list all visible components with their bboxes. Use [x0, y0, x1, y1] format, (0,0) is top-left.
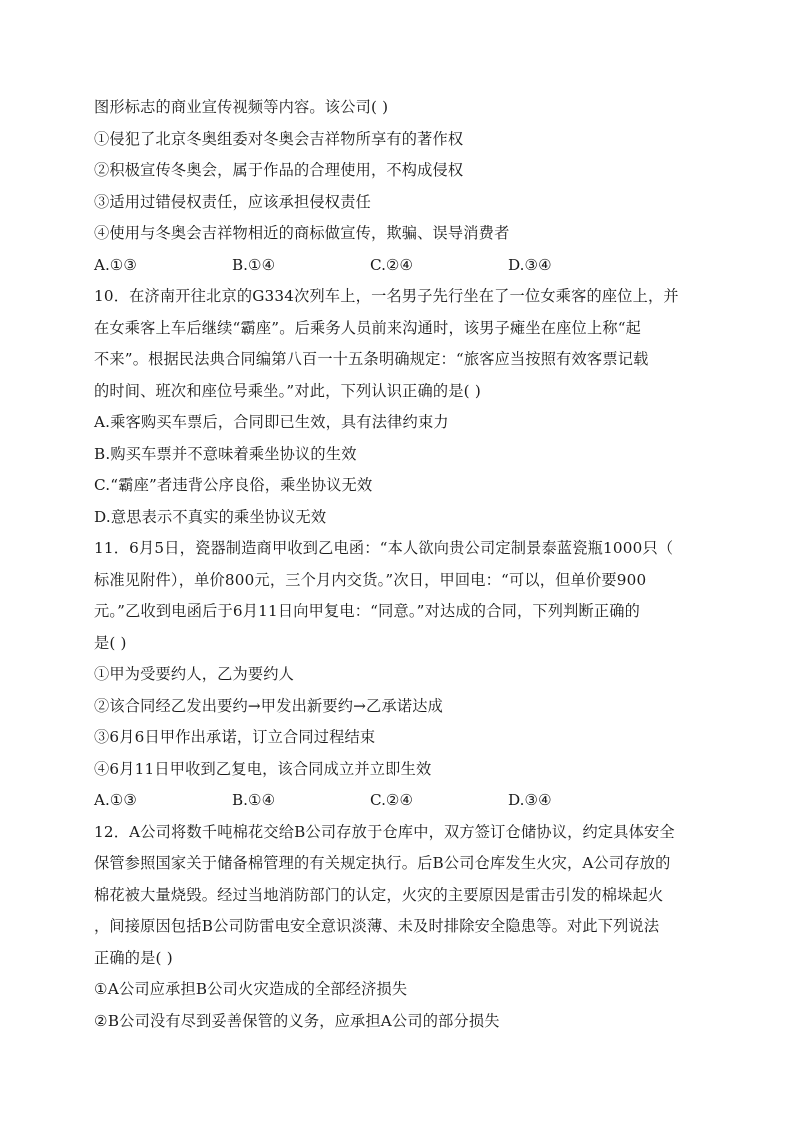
- q9-options: [94, 250, 706, 282]
- q11-stem-line-2: 标准见附件），单价800元，三个月内交货。”次日，甲回电：“可以，但单价要900: [94, 570, 647, 589]
- q12-stem-line-1: 12．A公司将数千吨棉花交给B公司存放于仓库中，双方签订仓储协议，约定具体安全: [94, 822, 675, 841]
- q9-item-2: ②积极宣传冬奥会，属于作品的合理使用，不构成侵权: [94, 161, 464, 179]
- q9-option-a: A.①③: [94, 255, 138, 274]
- q10-option-d: D.意思表示不真实的乘坐协议无效: [94, 507, 327, 526]
- q11-option-d: D.③④: [508, 791, 552, 809]
- q10-option-b: B.购买车票并不意味着乘坐协议的生效: [94, 444, 357, 463]
- q12-stem-line-2: 保管参照国家关于储备棉管理的有关规定执行。后B公司仓库发生火灾，A公司存放的: [94, 854, 671, 872]
- q11-item-3: ③6月6日甲作出承诺，订立合同过程结束: [94, 728, 376, 746]
- q11-item-2: ②该合同经乙发出要约→甲发出新要约→乙承诺达成: [94, 696, 443, 715]
- q12-item-2: ②B公司没有尽到妥善保管的义务，应承担A公司的部分损失: [94, 1011, 500, 1030]
- q9-option-c: C.②④: [370, 255, 414, 274]
- q9-option-b: B.①④: [232, 255, 276, 274]
- q10-stem-line-2: 在女乘客上车后继续“霸座”。后乘务人员前来沟通时，该男子瘫坐在座位上称“起: [94, 318, 642, 337]
- q11-option-c: C.②④: [370, 791, 414, 809]
- q12-stem-line-4: ，间接原因包括B公司防雷电安全意识淡薄、未及时排除安全隐患等。对此下列说法: [94, 917, 660, 935]
- q11-stem-line-1: 11．6月5日，瓷器制造商甲收到乙电函：“本人欲向贵公司定制景泰蓝瓷瓶1000只（: [94, 539, 674, 557]
- q10-stem-line-3: 不来”。根据民法典合同编第八百一十五条明确规定：“旅客应当按照有效客票记载: [94, 350, 649, 368]
- q11-option-b: B.①④: [232, 791, 276, 809]
- q11-stem-line-4: 是( ): [94, 633, 127, 652]
- q11-item-4: ④6月11日甲收到乙复电，该合同成立并立即生效: [94, 759, 432, 778]
- q10-stem-line-4: 的时间、班次和座位号乘坐。”对此，下列认识正确的是( ): [94, 381, 481, 400]
- q12-stem-line-5: 正确的是( ): [94, 948, 173, 967]
- q9-item-3: ③适用过错侵权责任，应该承担侵权责任: [94, 192, 371, 211]
- q9-option-d: D.③④: [508, 255, 552, 274]
- q10-option-a: A.乘客购买车票后，合同即已生效，具有法律约束力: [94, 413, 449, 431]
- q11-stem-line-3: 元。”乙收到电函后于6月11日向甲复电：“同意。”对达成的合同，下列判断正确的: [94, 602, 641, 620]
- q10-stem-line-1: 10．在济南开往北京的G334次列车上，一名男子先行坐在了一位女乘客的座位上，并: [94, 287, 679, 305]
- q9-stem-tail: 图形标志的商业宣传视频等内容。该公司( ): [94, 98, 389, 116]
- q12-item-1: ①A公司应承担B公司火灾造成的全部经济损失: [94, 980, 408, 998]
- q11-item-1: ①甲为受要约人，乙为要约人: [94, 665, 295, 683]
- q12-stem-line-3: 棉花被大量烧毁。经过当地消防部门的认定，火灾的主要原因是雷击引发的棉垛起火: [94, 885, 664, 904]
- q11-options: [94, 785, 706, 817]
- q11-option-a: A.①③: [94, 791, 138, 809]
- page-content: [94, 92, 706, 1037]
- q9-item-4: ④使用与冬奥会吉祥物相近的商标做宣传，欺骗、误导消费者: [94, 224, 510, 242]
- q9-item-1: ①侵犯了北京冬奥组委对冬奥会吉祥物所享有的著作权: [94, 129, 464, 148]
- q10-option-c: C.“霸座”者违背公序良俗，乘坐协议无效: [94, 476, 373, 494]
